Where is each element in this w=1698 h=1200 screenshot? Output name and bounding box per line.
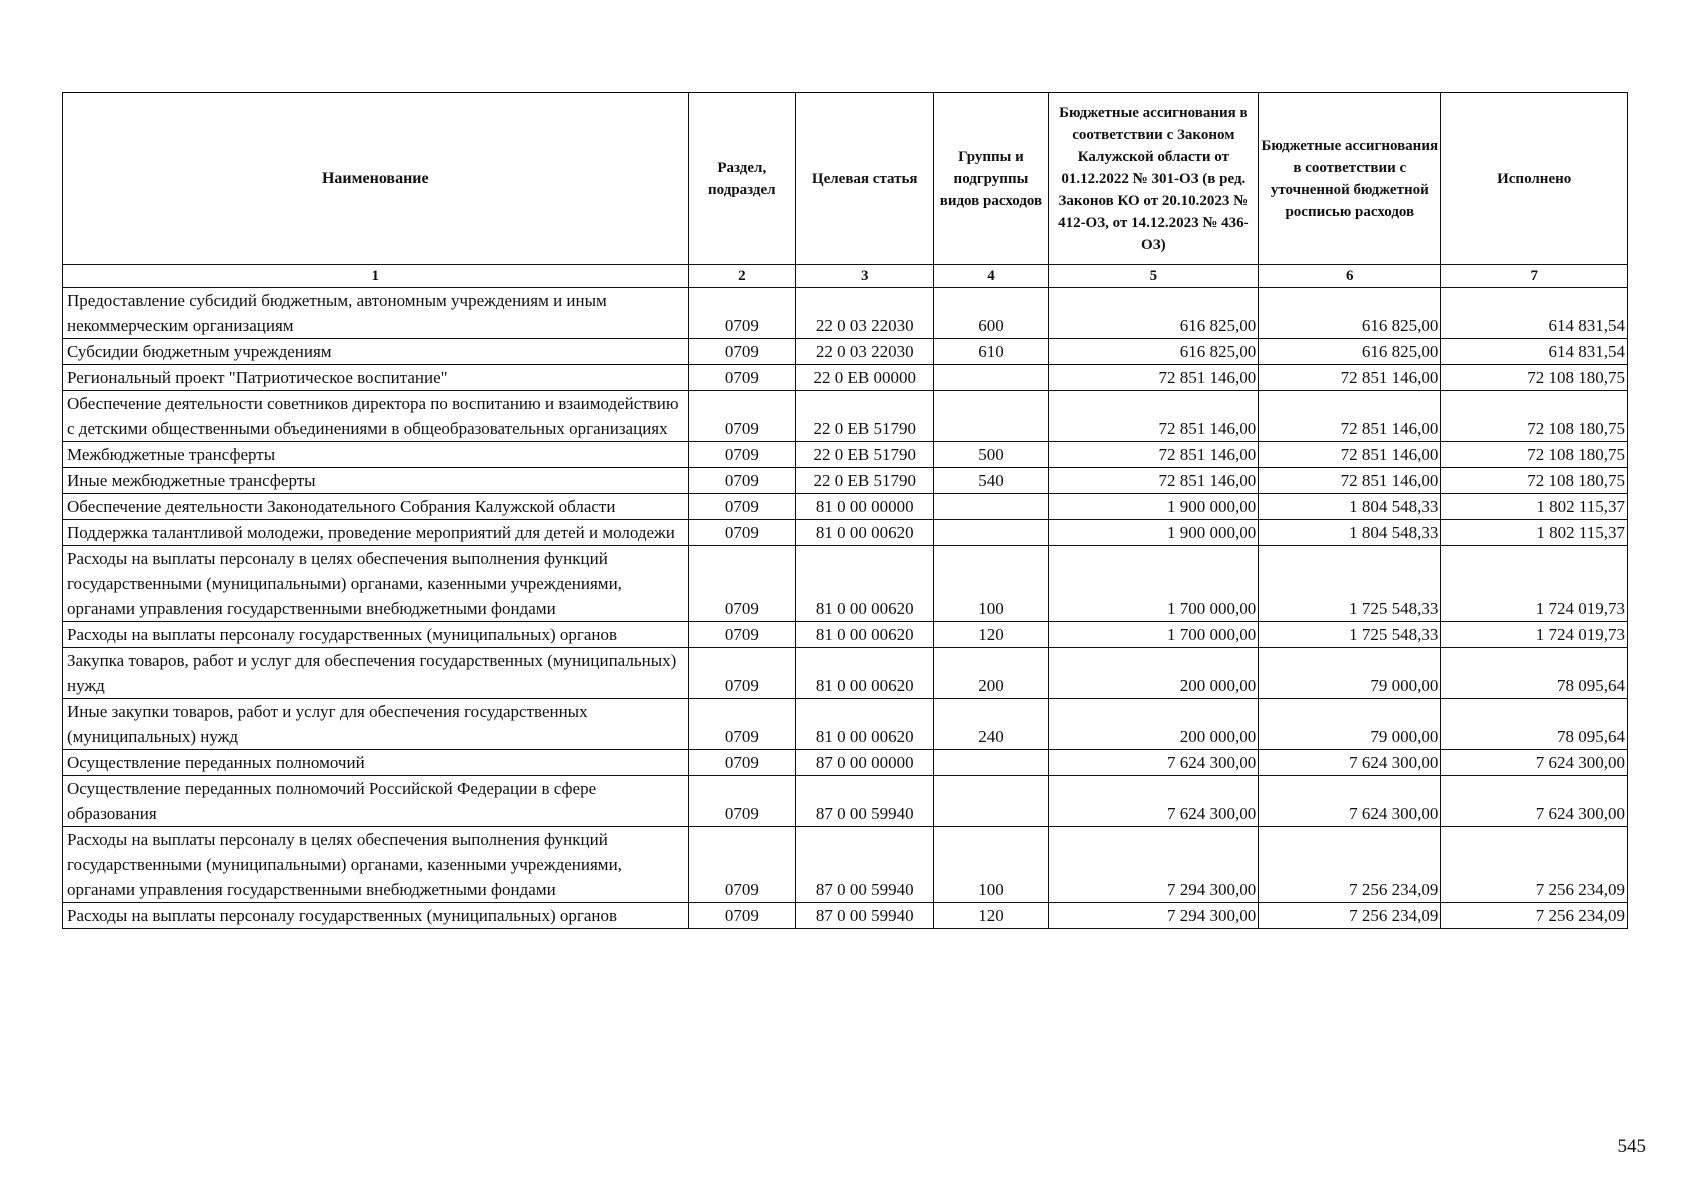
row-roster-amount: 7 256 234,09 [1259,903,1441,929]
row-roster-amount: 1 804 548,33 [1259,494,1441,520]
row-law-amount: 616 825,00 [1048,288,1259,339]
row-group: 500 [934,442,1048,468]
row-group [934,750,1048,776]
budget-table [62,92,1628,929]
row-roster-amount: 72 851 146,00 [1259,468,1441,494]
row-roster-amount: 1 725 548,33 [1259,622,1441,648]
row-executed-amount: 1 802 115,37 [1441,494,1628,520]
row-executed-amount: 1 802 115,37 [1441,520,1628,546]
row-article: 81 0 00 00000 [796,494,934,520]
row-section: 0709 [688,903,796,929]
header-expense-groups: Группы и подгруппы видов расходов [934,93,1048,265]
row-section: 0709 [688,648,796,699]
header-roster-allocations: Бюджетные ассигнования в соответствии с уточненной бюджетной росписью расходов [1259,93,1441,265]
row-name: Расходы на выплаты персоналу государственных (муниципальных) органов [63,903,689,929]
row-executed-amount: 78 095,64 [1441,648,1628,699]
row-law-amount: 1 700 000,00 [1048,622,1259,648]
row-group: 540 [934,468,1048,494]
row-name: Предоставление субсидий бюджетным, автономным учреждениям и иным некоммерческим организациям [63,288,689,339]
table-header [63,93,1628,288]
row-section: 0709 [688,546,796,622]
row-section: 0709 [688,288,796,339]
row-article: 87 0 00 00000 [796,750,934,776]
row-article: 81 0 00 00620 [796,520,934,546]
table-row [63,622,1628,648]
row-article: 22 0 ЕВ 51790 [796,391,934,442]
row-roster-amount: 616 825,00 [1259,339,1441,365]
row-executed-amount: 1 724 019,73 [1441,622,1628,648]
row-article: 87 0 00 59940 [796,903,934,929]
header-executed: Исполнено [1441,93,1628,265]
table-row [63,903,1628,929]
row-roster-amount: 72 851 146,00 [1259,391,1441,442]
row-name: Поддержка талантливой молодежи, проведение мероприятий для детей и молодежи [63,520,689,546]
row-name: Расходы на выплаты персоналу в целях обеспечения выполнения функций государственными (муниципальными) органами, казенными учреждениями, органами управления государственными внебюджетными фондами [63,827,689,903]
row-section: 0709 [688,365,796,391]
row-article: 81 0 00 00620 [796,699,934,750]
row-executed-amount: 1 724 019,73 [1441,546,1628,622]
table-row [63,699,1628,750]
row-roster-amount: 7 256 234,09 [1259,827,1441,903]
row-name: Осуществление переданных полномочий Российской Федерации в сфере образования [63,776,689,827]
row-name: Межбюджетные трансферты [63,442,689,468]
table-row [63,494,1628,520]
row-law-amount: 7 294 300,00 [1048,903,1259,929]
header-row [63,93,1628,265]
row-group: 100 [934,827,1048,903]
row-name: Обеспечение деятельности Законодательного Собрания Калужской области [63,494,689,520]
row-section: 0709 [688,494,796,520]
table-row [63,391,1628,442]
row-executed-amount: 72 108 180,75 [1441,442,1628,468]
row-article: 81 0 00 00620 [796,622,934,648]
row-article: 22 0 03 22030 [796,288,934,339]
row-law-amount: 1 900 000,00 [1048,494,1259,520]
table-row [63,442,1628,468]
row-law-amount: 200 000,00 [1048,648,1259,699]
column-number: 2 [688,265,796,288]
table-row [63,750,1628,776]
row-group: 610 [934,339,1048,365]
page-number: 545 [1617,1136,1646,1157]
row-group: 600 [934,288,1048,339]
row-law-amount: 72 851 146,00 [1048,391,1259,442]
table-row [63,468,1628,494]
row-executed-amount: 7 624 300,00 [1441,776,1628,827]
row-law-amount: 1 700 000,00 [1048,546,1259,622]
row-group [934,520,1048,546]
row-roster-amount: 1 804 548,33 [1259,520,1441,546]
row-executed-amount: 78 095,64 [1441,699,1628,750]
row-group: 100 [934,546,1048,622]
row-group: 120 [934,903,1048,929]
row-article: 81 0 00 00620 [796,648,934,699]
row-roster-amount: 1 725 548,33 [1259,546,1441,622]
row-law-amount: 7 624 300,00 [1048,776,1259,827]
row-group [934,494,1048,520]
row-section: 0709 [688,339,796,365]
row-article: 87 0 00 59940 [796,827,934,903]
row-name: Иные закупки товаров, работ и услуг для обеспечения государственных (муниципальных) нужд [63,699,689,750]
row-roster-amount: 7 624 300,00 [1259,750,1441,776]
column-number: 7 [1441,265,1628,288]
row-roster-amount: 79 000,00 [1259,699,1441,750]
row-section: 0709 [688,442,796,468]
table-row [63,365,1628,391]
row-executed-amount: 7 256 234,09 [1441,903,1628,929]
table-row [63,546,1628,622]
row-law-amount: 72 851 146,00 [1048,468,1259,494]
header-name: Наименование [63,93,689,265]
row-article: 22 0 03 22030 [796,339,934,365]
row-section: 0709 [688,520,796,546]
row-group: 240 [934,699,1048,750]
row-law-amount: 200 000,00 [1048,699,1259,750]
row-executed-amount: 72 108 180,75 [1441,468,1628,494]
row-executed-amount: 7 256 234,09 [1441,827,1628,903]
row-section: 0709 [688,750,796,776]
row-executed-amount: 7 624 300,00 [1441,750,1628,776]
table-row [63,520,1628,546]
row-executed-amount: 72 108 180,75 [1441,365,1628,391]
table-row [63,648,1628,699]
column-number: 4 [934,265,1048,288]
row-executed-amount: 614 831,54 [1441,339,1628,365]
header-section: Раздел, подраздел [688,93,796,265]
row-roster-amount: 72 851 146,00 [1259,365,1441,391]
row-law-amount: 7 624 300,00 [1048,750,1259,776]
row-roster-amount: 7 624 300,00 [1259,776,1441,827]
row-roster-amount: 616 825,00 [1259,288,1441,339]
table-body [63,288,1628,929]
table-row [63,776,1628,827]
row-article: 22 0 ЕВ 51790 [796,442,934,468]
row-name: Обеспечение деятельности советников директора по воспитанию и взаимодействию с детскими общественными объединениями в общеобразовательных организациях [63,391,689,442]
row-executed-amount: 72 108 180,75 [1441,391,1628,442]
row-group [934,776,1048,827]
row-name: Иные межбюджетные трансферты [63,468,689,494]
table-row [63,339,1628,365]
row-section: 0709 [688,699,796,750]
row-name: Региональный проект "Патриотическое воспитание" [63,365,689,391]
row-article: 22 0 ЕВ 51790 [796,468,934,494]
row-section: 0709 [688,468,796,494]
row-section: 0709 [688,827,796,903]
row-article: 81 0 00 00620 [796,546,934,622]
column-number: 5 [1048,265,1259,288]
column-number: 6 [1259,265,1441,288]
header-law-allocations: Бюджетные ассигнования в соответствии с Законом Калужской области от 01.12.2022 № 301-ОЗ (в ред. Законов КО от 20.10.2023 № 412-ОЗ, от 14.12.2023 № 436-ОЗ) [1048,93,1259,265]
row-law-amount: 616 825,00 [1048,339,1259,365]
row-article: 22 0 ЕВ 00000 [796,365,934,391]
row-name: Расходы на выплаты персоналу государственных (муниципальных) органов [63,622,689,648]
row-group: 200 [934,648,1048,699]
row-name: Субсидии бюджетным учреждениям [63,339,689,365]
row-group [934,391,1048,442]
row-roster-amount: 79 000,00 [1259,648,1441,699]
row-roster-amount: 72 851 146,00 [1259,442,1441,468]
row-name: Закупка товаров, работ и услуг для обеспечения государственных (муниципальных) нужд [63,648,689,699]
header-target-article: Целевая статья [796,93,934,265]
row-executed-amount: 614 831,54 [1441,288,1628,339]
row-section: 0709 [688,622,796,648]
row-law-amount: 7 294 300,00 [1048,827,1259,903]
row-section: 0709 [688,391,796,442]
table-row [63,827,1628,903]
row-law-amount: 72 851 146,00 [1048,365,1259,391]
row-name: Осуществление переданных полномочий [63,750,689,776]
column-number: 3 [796,265,934,288]
row-group: 120 [934,622,1048,648]
row-article: 87 0 00 59940 [796,776,934,827]
row-law-amount: 1 900 000,00 [1048,520,1259,546]
row-name: Расходы на выплаты персоналу в целях обеспечения выполнения функций государственными (муниципальными) органами, казенными учреждениями, органами управления государственными внебюджетными фондами [63,546,689,622]
column-number: 1 [63,265,689,288]
table-row [63,288,1628,339]
row-section: 0709 [688,776,796,827]
row-group [934,365,1048,391]
column-number-row [63,265,1628,288]
row-law-amount: 72 851 146,00 [1048,442,1259,468]
